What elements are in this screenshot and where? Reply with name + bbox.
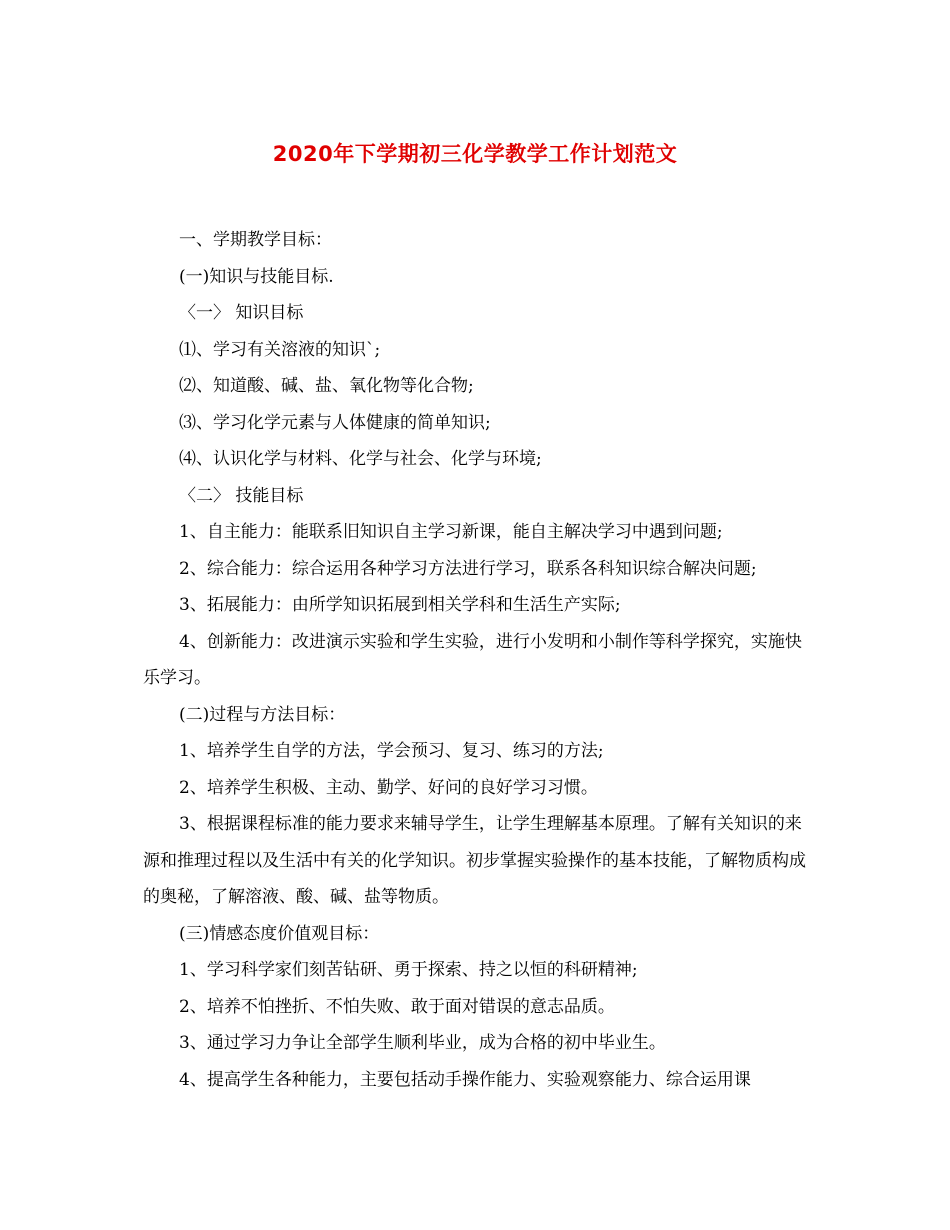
paragraph: (一)知识与技能目标. (179, 266, 334, 287)
paragraph: 3、通过学习力争让全部学生顺利毕业，成为合格的初中毕业生。 (179, 1033, 666, 1053)
paragraph: (三)情感态度价值观目标： (179, 923, 380, 944)
paragraph: 4、提高学生各种能力，主要包括动手操作能力、实验观察能力、综合运用课 (179, 1069, 751, 1090)
paragraph: 2、培养不怕挫折、不怕失败、敢于面对错误的意志品质。 (179, 996, 615, 1017)
paragraph: 1、自主能力：能联系旧知识自主学习新课，能自主解决学习中遇到问题; (179, 522, 723, 542)
paragraph: 4、创新能力：改进演示实验和学生实验，进行小发明和小制作等科学探究，实施快乐学习。 (143, 631, 802, 688)
paragraph: ⑵、知道酸、碱、盐、氧化物等化合物; (179, 376, 474, 396)
document-body (143, 222, 813, 1098)
paragraph: ⑷、认识化学与材料、化学与社会、化学与环境; (179, 449, 542, 469)
paragraph: 1、培养学生自学的方法，学会预习、复习、练习的方法; (179, 741, 604, 761)
paragraph: 2、培养学生积极、主动、勤学、好问的良好学习习惯。 (179, 777, 598, 798)
paragraph: 3、拓展能力：由所学知识拓展到相关学科和生活生产实际; (179, 595, 621, 615)
paragraph: ⑴、学习有关溶液的知识`; (179, 339, 381, 360)
paragraph: 2、综合能力：综合运用各种学习方法进行学习，联系各科知识综合解决问题; (179, 558, 757, 579)
paragraph: 〈一〉 知识目标 (179, 303, 304, 323)
paragraph: ⑶、学习化学元素与人体健康的简单知识; (179, 412, 491, 433)
paragraph: 1、学习科学家们刻苦钻研、勇于探索、持之以恒的科研精神; (179, 960, 638, 980)
paragraph: 一、学期教学目标： (179, 230, 332, 250)
paragraph: 3、根据课程标准的能力要求来辅导学生，让学生理解基本原理。了解有关知识的来源和推理过程以及生活中有关的化学知识。初步掌握实验操作的基本技能，了解物质构成的奥秘，了解溶液、酸、碱、盐等物质。 (143, 814, 806, 907)
paragraph: (二)过程与方法目标： (179, 704, 346, 725)
paragraph: 〈二〉 技能目标 (179, 485, 304, 506)
document-title: 2020年下学期初三化学教学工作计划范文 (272, 142, 678, 166)
